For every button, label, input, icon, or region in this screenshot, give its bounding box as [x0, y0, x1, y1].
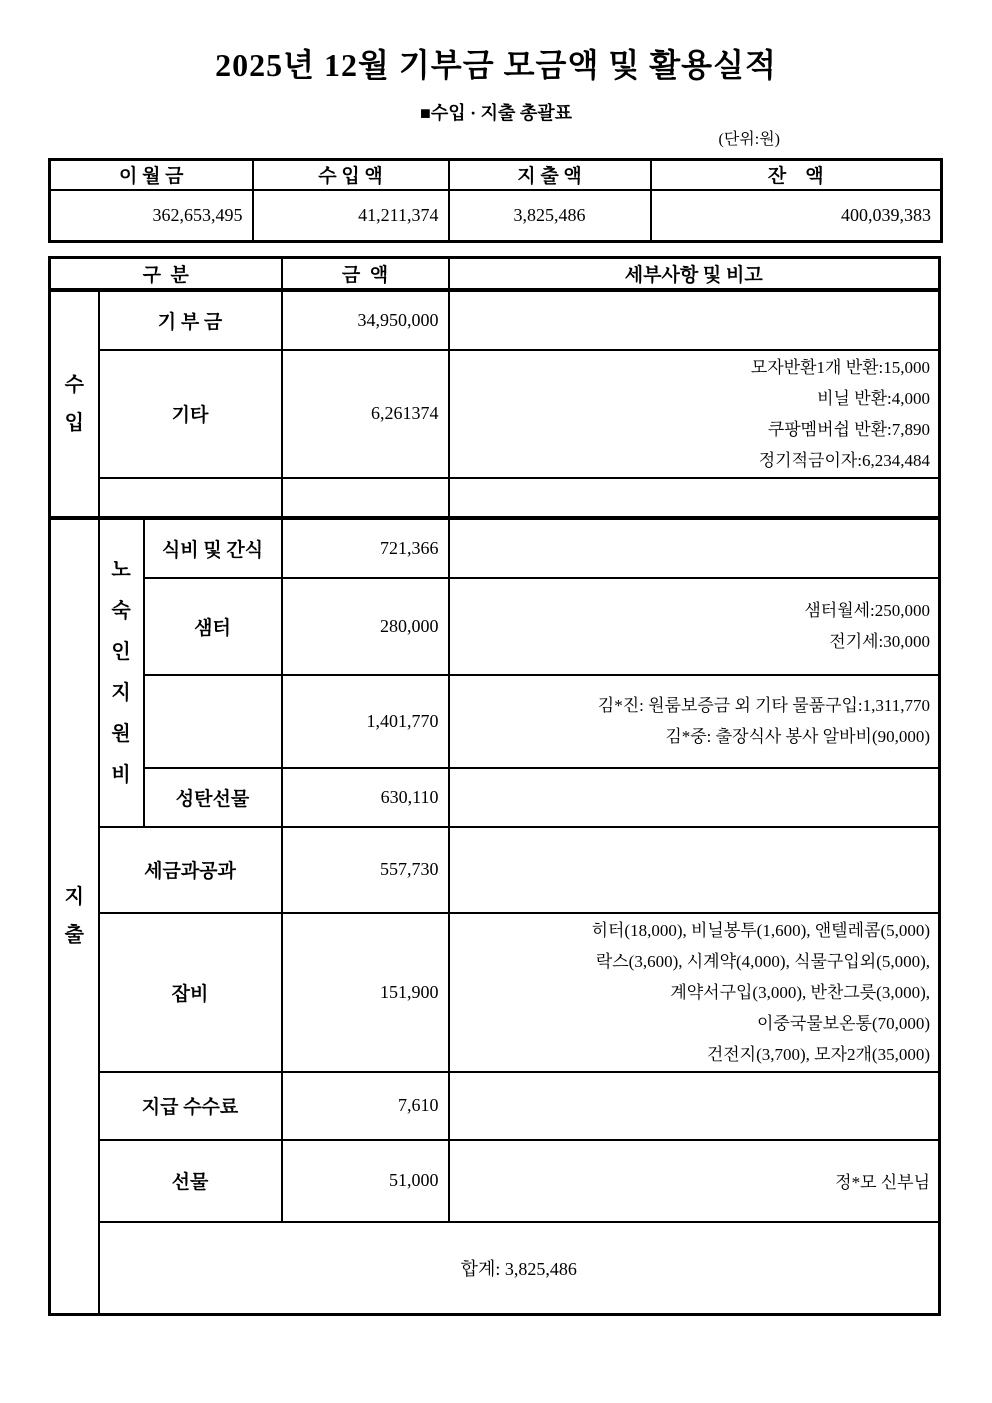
summary-header-balance: 잔 액: [651, 160, 942, 190]
misc-remark-line: 히터(18,000), 비닐봉투(1,600), 앤텔레콤(5,000): [591, 920, 931, 940]
unit-note: (단위:원): [718, 131, 780, 148]
gift-remarks: 정*모 신부님: [449, 1140, 940, 1222]
deposit-remarks: [449, 675, 940, 768]
ledger-header-remarks: 세부사항 및 비고: [449, 258, 940, 290]
summary-value-carryover: 362,653,495: [50, 190, 253, 242]
summary-header-carryover: 이 월 금: [50, 160, 253, 190]
tax-amount: 557,730: [282, 827, 449, 913]
food-remarks: [449, 518, 940, 578]
fee-remarks: [449, 1072, 940, 1140]
gift-label: 선물: [99, 1140, 282, 1222]
gift-amount: 51,000: [282, 1140, 449, 1222]
page-subtitle: ■수입 · 지출 총괄표: [419, 103, 573, 123]
etc-label: 기타: [99, 350, 282, 478]
donation-remarks: [449, 290, 940, 350]
etc-remark-line: 쿠팡멤버쉽 반환:7,890: [767, 419, 931, 439]
food-label: 식비 및 간식: [144, 518, 282, 578]
ledger-header-row: [50, 258, 940, 290]
income-blank-remarks: [449, 478, 940, 518]
summary-value-expense: 3,825,486: [449, 190, 651, 242]
row-misc: [50, 913, 940, 1072]
etc-remarks: [449, 350, 940, 478]
row-fee: [50, 1072, 940, 1140]
income-group-label: 수 입: [50, 290, 99, 518]
page-title: 2025년 12월 기부금 모금액 및 활용실적: [215, 47, 777, 83]
expense-group-label: 지 출: [50, 518, 99, 1315]
etc-remark-line: 비닐 반환:4,000: [817, 388, 931, 408]
etc-remark-line: 정기적금이자:6,234,484: [758, 450, 931, 470]
fee-label: 지급 수수료: [99, 1072, 282, 1140]
misc-remarks: [449, 913, 940, 1072]
deposit-label: [144, 675, 282, 768]
christmas-remarks: [449, 768, 940, 827]
tax-label: 세금과공과: [99, 827, 282, 913]
saemteo-remark-line: 샘터월세:250,000: [804, 601, 931, 620]
income-blank-label: [99, 478, 282, 518]
misc-remark-line: 락스(3,600), 시계약(4,000), 식물구입외(5,000),: [595, 951, 931, 971]
summary-table: [48, 158, 943, 243]
donation-label: 기 부 금: [99, 290, 282, 350]
saemteo-remarks: [449, 578, 940, 675]
saemteo-amount: 280,000: [282, 578, 449, 675]
deposit-remark-line: 김*중: 출장식사 봉사 알바비(90,000): [665, 727, 931, 746]
summary-header-row: [50, 160, 942, 190]
misc-amount: 151,900: [282, 913, 449, 1072]
etc-amount: 6,261374: [282, 350, 449, 478]
total-label: 합계: 3,825,486: [99, 1222, 940, 1315]
ledger-table: [48, 256, 941, 1316]
misc-label: 잡비: [99, 913, 282, 1072]
homeless-group-label: 노 숙 인 지 원 비: [99, 518, 144, 827]
summary-header-expense: 지 출 액: [449, 160, 651, 190]
misc-remark-line: 계약서구입(3,000), 반찬그릇(3,000),: [670, 982, 931, 1002]
tax-remarks: [449, 827, 940, 913]
summary-value-income: 41,211,374: [253, 190, 449, 242]
deposit-remark-line: 김*진: 원룸보증금 외 기타 물품구입:1,311,770: [597, 696, 931, 715]
ledger-header-amount: 금 액: [282, 258, 449, 290]
fee-amount: 7,610: [282, 1072, 449, 1140]
saemteo-remark-line: 전기세:30,000: [829, 632, 931, 651]
summary-value-row: [50, 190, 942, 242]
saemteo-label: 샘터: [144, 578, 282, 675]
deposit-amount: 1,401,770: [282, 675, 449, 768]
row-food: [50, 518, 940, 578]
row-tax: [50, 827, 940, 913]
ledger-header-category: 구 분: [50, 258, 282, 290]
etc-remark-line: 모자반환1개 반환:15,000: [750, 357, 931, 377]
christmas-amount: 630,110: [282, 768, 449, 827]
row-deposit: [50, 675, 940, 768]
food-amount: 721,366: [282, 518, 449, 578]
row-donation: [50, 290, 940, 350]
row-christmas: [50, 768, 940, 827]
row-etc: [50, 350, 940, 478]
summary-header-income: 수 입 액: [253, 160, 449, 190]
misc-remark-line: 건전지(3,700), 모자2개(35,000): [706, 1044, 931, 1064]
christmas-label: 성탄선물: [144, 768, 282, 827]
row-total: [50, 1222, 940, 1315]
summary-value-balance: 400,039,383: [651, 190, 942, 242]
income-blank-amount: [282, 478, 449, 518]
row-saemteo: [50, 578, 940, 675]
row-income-blank: [50, 478, 940, 518]
row-gift: [50, 1140, 940, 1222]
donation-amount: 34,950,000: [282, 290, 449, 350]
misc-remark-line: 이중국물보온통(70,000): [756, 1013, 931, 1033]
